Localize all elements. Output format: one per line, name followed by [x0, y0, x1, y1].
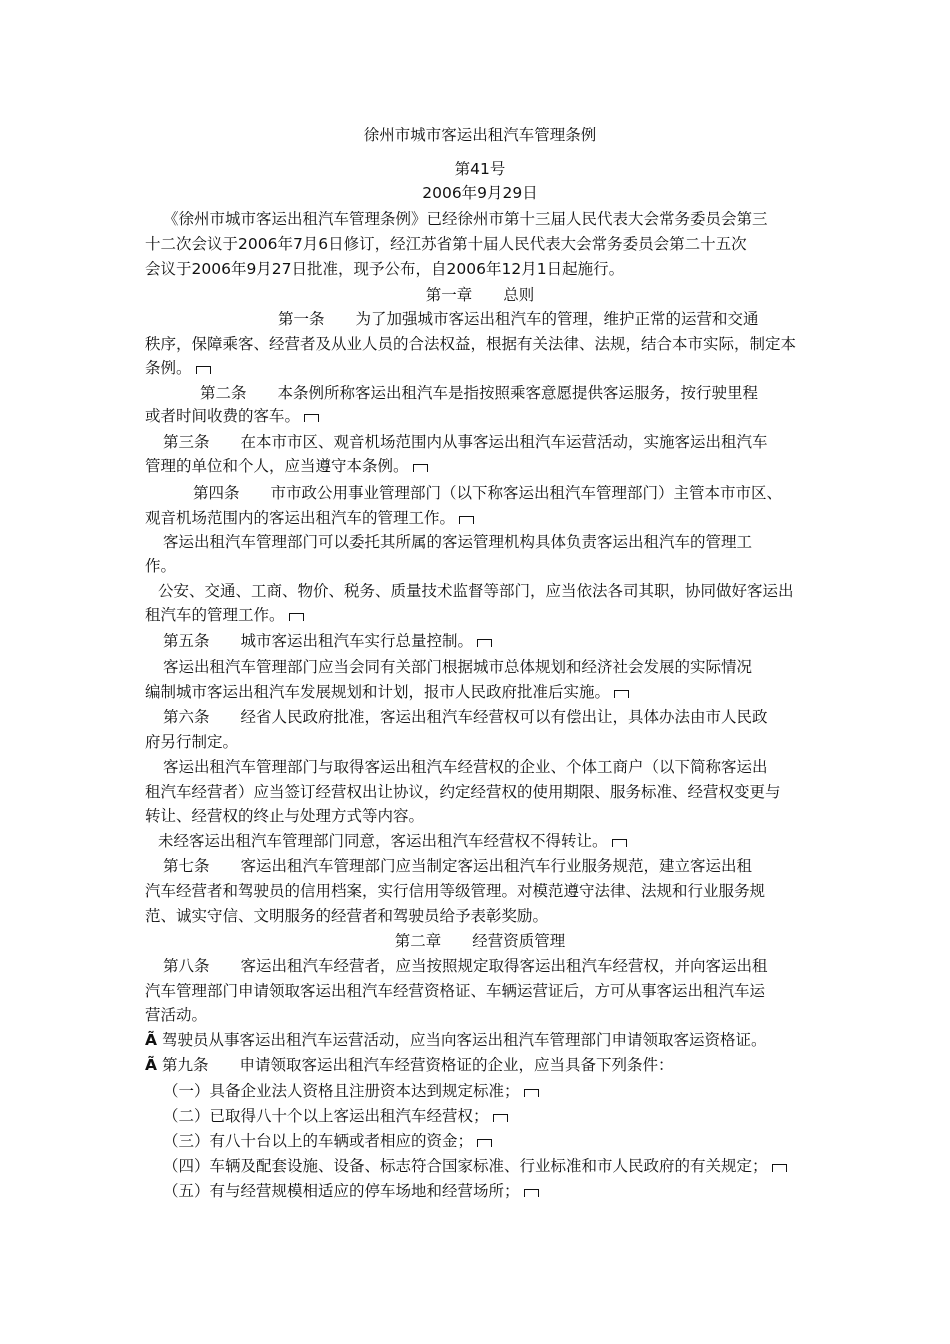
page-title: 徐州市城市客运出租汽车管理条例 [363, 126, 597, 144]
bullet-glyph: Ã [145, 1056, 157, 1074]
preamble-line: 会议于2006年9月27日批准，现予公布，自2006年12月1日起施行。 [145, 260, 625, 278]
article-line: 编制城市客运出租汽车发展规划和计划，报市人民政府批准后实施。 [145, 681, 815, 703]
decree-date: 2006年9月29日 [422, 184, 538, 202]
bullet-glyph: Ã [145, 1031, 157, 1049]
article-line: 府另行制定。 [145, 733, 239, 751]
paragraph-mark-icon [524, 1189, 539, 1197]
article-line: 第五条 城市客运出租汽车实行总量控制。 [163, 630, 833, 652]
article-line: 未经客运出租汽车管理部门同意，客运出租汽车经营权不得转让。 [158, 830, 828, 852]
preamble-line: 十二次会议于2006年7月6日修订，经江苏省第十届人民代表大会常务委员会第二十五次 [145, 235, 747, 253]
article-line: 第四条 市市政公用事业管理部门（以下称客运出租汽车管理部门）主管本市市区、 [193, 484, 783, 502]
article-line: 客运出租汽车管理部门可以委托其所属的客运管理机构具体负责客运出租汽车的管理工 [163, 533, 753, 551]
article-line: 第六条 经省人民政府批准，客运出租汽车经营权可以有偿出让，具体办法由市人民政 [163, 708, 768, 726]
article-line: 第三条 在本市市区、观音机场范围内从事客运出租汽车运营活动，实施客运出租汽车 [163, 433, 768, 451]
article-line: 第一条 为了加强城市客运出租汽车的管理，维护正常的运营和交通 [278, 310, 759, 328]
article-line: 观音机场范围内的客运出租汽车的管理工作。 [145, 507, 815, 529]
article-line: 作。 [145, 557, 177, 575]
paragraph-mark-icon [304, 414, 319, 422]
chapter-heading: 第二章 经营资质管理 [394, 932, 566, 950]
article-line: 汽车经营者和驾驶员的信用档案，实行信用等级管理。对模范遵守法律、法规和行业服务规 [145, 882, 766, 900]
paragraph-mark-icon [772, 1164, 787, 1172]
article-line: 或者时间收费的客车。 [145, 405, 815, 427]
article-line: 管理的单位和个人，应当遵守本条例。 [145, 455, 815, 477]
paragraph-mark-icon [289, 613, 304, 621]
article-line: 客运出租汽车管理部门应当会同有关部门根据城市总体规划和经济社会发展的实际情况 [163, 658, 753, 676]
article-line: 转让、经营权的终止与处理方式等内容。 [145, 807, 425, 825]
article-line: 租汽车的管理工作。 [145, 604, 815, 626]
paragraph-mark-icon [493, 1114, 508, 1122]
article-line: Ã 驾驶员从事客运出租汽车运营活动，应当向客运出租汽车管理部门申请领取客运资格证。 [145, 1031, 767, 1049]
article-line: 租汽车经营者）应当签订经营权出让协议，约定经营权的使用期限、服务标准、经营权变更与 [145, 783, 781, 801]
article-line: 第八条 客运出租汽车经营者，应当按照规定取得客运出租汽车经营权，并向客运出租 [163, 957, 768, 975]
article-line: 公安、交通、工商、物价、税务、质量技术监督等部门，应当依法各司其职，协同做好客运出 [158, 582, 794, 600]
chapter-heading: 第一章 总则 [425, 286, 535, 304]
article-line: 客运出租汽车管理部门与取得客运出租汽车经营权的企业、个体工商户（以下简称客运出 [163, 758, 768, 776]
article-line: 秩序，保障乘客、经营者及从业人员的合法权益，根据有关法律、法规，结合本市实际，制定本 [145, 335, 797, 353]
list-item: （四）车辆及配套设施、设备、标志符合国家标准、行业标准和市人民政府的有关规定； [163, 1155, 833, 1177]
article-line: Ã 第九条 申请领取客运出租汽车经营资格证的企业，应当具备下列条件： [145, 1056, 674, 1074]
paragraph-mark-icon [459, 516, 474, 524]
article-line: 汽车管理部门申请领取客运出租汽车经营资格证、车辆运营证后，方可从事客运出租汽车运 [145, 982, 766, 1000]
paragraph-mark-icon [196, 366, 211, 374]
article-line: 范、诚实守信、文明服务的经营者和驾驶员给予表彰奖励。 [145, 907, 549, 925]
paragraph-mark-icon [524, 1089, 539, 1097]
paragraph-mark-icon [413, 464, 428, 472]
list-item: （二）已取得八十个以上客运出租汽车经营权； [163, 1105, 833, 1127]
decree-number: 第41号 [454, 160, 506, 178]
paragraph-mark-icon [612, 839, 627, 847]
paragraph-mark-icon [614, 690, 629, 698]
list-item: （一）具备企业法人资格且注册资本达到规定标准； [163, 1080, 833, 1102]
article-line: 第七条 客运出租汽车管理部门应当制定客运出租汽车行业服务规范，建立客运出租 [163, 857, 753, 875]
paragraph-mark-icon [477, 639, 492, 647]
article-line: 第二条 本条例所称客运出租汽车是指按照乘客意愿提供客运服务，按行驶里程 [200, 384, 759, 402]
article-line: 营活动。 [145, 1006, 208, 1024]
article-line: 条例。 [145, 357, 815, 379]
list-item: （五）有与经营规模相适应的停车场地和经营场所； [163, 1180, 833, 1202]
paragraph-mark-icon [477, 1139, 492, 1147]
preamble-line: 《徐州市城市客运出租汽车管理条例》已经徐州市第十三届人民代表大会常务委员会第三 [163, 210, 768, 228]
list-item: （三）有八十台以上的车辆或者相应的资金； [163, 1130, 833, 1152]
